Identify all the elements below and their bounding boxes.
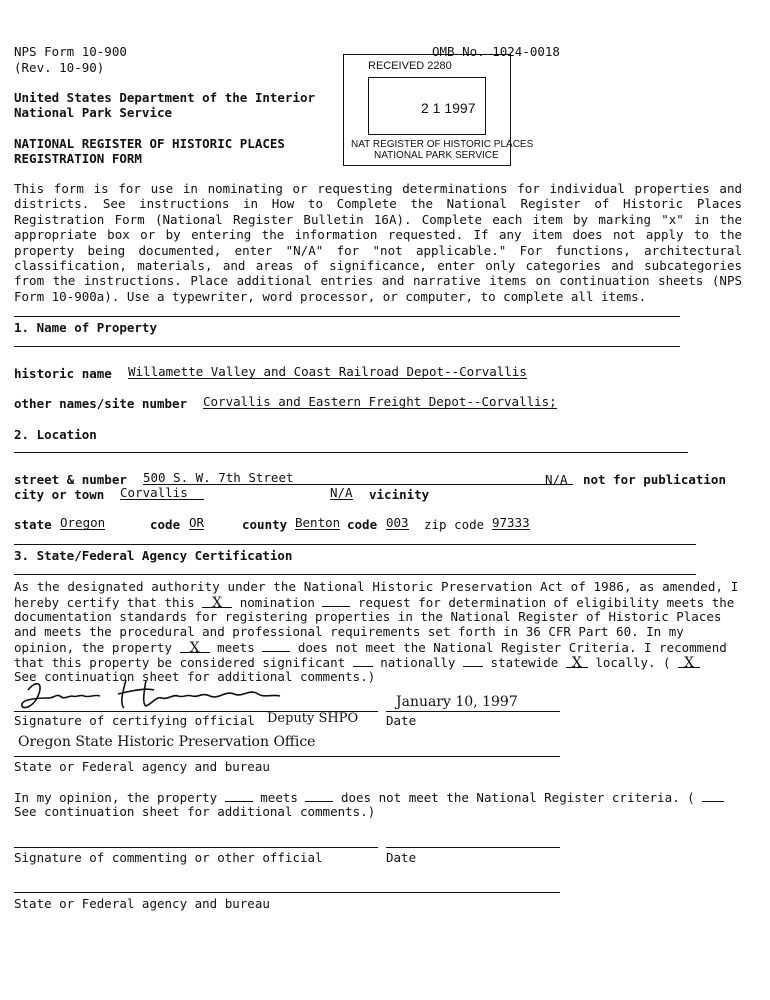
county-code-label: code [347,517,378,532]
state-code-value[interactable]: OR [189,515,205,530]
county-value[interactable]: Benton [295,515,341,530]
opinion-continuation-mark[interactable] [702,789,724,802]
section2-heading: 2. Location [14,427,97,442]
agency2-rule [14,892,560,893]
agency-rule [14,756,560,757]
cert-line-1: As the designated authority under the National Historic Preservation Act of 1986, as amended, I [14,579,739,594]
zip-code-label: zip code [424,517,485,532]
state-value[interactable]: Oregon [60,515,106,530]
request-mark[interactable] [322,594,350,607]
section1-top-rule [14,316,680,317]
cert-line-2-b: nomination [239,595,315,610]
statewide-mark[interactable] [463,654,483,667]
instructions-line: Registration Form (National Register Bulletin 16A). Complete each item by marking "x" in the [14,211,742,227]
continuation-mark[interactable] [678,655,700,671]
cert-line-4: and meets the procedural and professional requirements set forth in 36 CFR Part 60. In my [14,624,684,639]
cert-line-2-c: request for determination of eligibility meets the [358,595,735,610]
section3-bottom-rule [14,574,696,575]
section3-heading: 3. State/Federal Agency Certification [14,548,293,563]
instructions-line: classification, materials, and areas of significance, enter only categories and subcategories [14,257,742,273]
county-code-value[interactable]: 003 [386,515,409,530]
commenting-date-rule [386,847,560,848]
locally-mark-text: X [571,655,582,671]
instructions-line: This form is for use in nominating or requesting determinations for individual properties and [14,181,742,196]
stamp-line2: NATIONAL PARK SERVICE [374,150,499,161]
cert-line-5-c: does not meet the National Register Criteria. I recommend [297,640,727,655]
instructions-line: districts. See instructions in How to Complete the National Register of Historic Places [14,196,742,212]
not-for-publication-value[interactable]: N/A [545,472,568,487]
opinion-does-not-meet-mark[interactable] [305,789,333,802]
city-value[interactable] [120,486,204,500]
form-revision: (Rev. 10-90) [14,60,105,75]
street-number-label: street & number [14,472,127,487]
register-title: NATIONAL REGISTER OF HISTORIC PLACES [14,136,285,151]
cert-line-6-a: that this property be considered significant [14,655,346,670]
county-label: county [242,517,288,532]
commenting-date-label: Date [386,850,417,865]
does-not-meet-mark[interactable] [262,639,290,652]
instructions-line: property being documented, enter "N/A" for "not applicable." For functions, architectural [14,242,742,258]
nomination-mark[interactable] [202,595,232,611]
signature-date-label: Date [386,713,417,728]
vicinity-label: vicinity [369,487,430,502]
omb-number: OMB No. 1024-0018 [432,44,560,59]
meets-mark-text: X [189,640,200,656]
commenting-rule [14,847,378,848]
form-title: REGISTRATION FORM [14,151,142,166]
nationally-mark[interactable] [353,654,373,667]
opinion-c: does not meet the National Register criteria. ( [340,790,695,805]
instructions-paragraph [14,181,742,304]
opinion-a: In my opinion, the property [14,790,218,805]
cert-line-5 [14,639,727,655]
street-number-value[interactable] [143,471,573,485]
section3-top-rule [14,544,696,545]
agency-value[interactable]: Oregon State Historic Preservation Office [18,734,316,750]
received-stamp [343,54,534,166]
section1-bottom-rule [14,346,680,347]
vicinity-value[interactable]: N/A [330,485,353,500]
instructions-line: from the instructions. Place additional entries and narrative items on continuation sheets (NPS [14,273,742,289]
continuation-mark-text: X [684,655,695,671]
form-number: NPS Form 10-900 [14,44,127,59]
cert-line-7: See continuation sheet for additional comments.) [14,669,376,684]
stamp-received: RECEIVED 2280 [368,60,452,72]
nomination-mark-text: X [212,595,223,611]
cert-line-5-a: opinion, the property [14,640,173,655]
cert-line-6-b: nationally [380,655,456,670]
signature-title: Deputy SHPO [267,711,359,726]
instructions-line: appropriate box or by entering the information requested. If any item does not apply to the [14,227,742,243]
zip-code-value[interactable]: 97333 [492,515,530,530]
service-name: National Park Service [14,105,173,120]
cert-line-6-c: statewide [490,655,559,670]
agency2-label: State or Federal agency and bureau [14,896,270,911]
city-text: Corvallis [120,485,188,500]
not-for-publication-label: not for publication [583,472,726,487]
opinion-meets-mark[interactable] [225,789,253,802]
state-label: state [14,517,52,532]
city-label: city or town [14,487,105,502]
stamp-line1: NAT REGISTER OF HISTORIC PLACES [351,139,534,150]
signature-label: Signature of certifying official [14,713,255,728]
cert-line-5-b: meets [217,640,255,655]
signature-date[interactable]: January 10, 1997 [396,694,518,710]
section2-bottom-rule [14,452,688,453]
locally-mark[interactable] [566,655,588,671]
cert-line-3: documentation standards for registering properties in the National Register of Historic Places [14,609,722,624]
commenting-label: Signature of commenting or other official [14,850,323,865]
historic-name-value[interactable]: Willamette Valley and Coast Railroad Depot--Corvallis [128,364,527,379]
other-names-value[interactable]: Corvallis and Eastern Freight Depot--Corvallis; [203,394,557,409]
signature-date-rule [386,711,560,712]
meets-mark[interactable] [180,640,210,656]
opinion-b: meets [260,790,298,805]
cert-line-2-a: hereby certify that this [14,595,195,610]
other-names-label: other names/site number [14,396,188,411]
stamp-inner-box [368,77,486,135]
stamp-date: 2 1 1997 [421,100,476,116]
section1-heading: 1. Name of Property [14,320,157,335]
agency-label: State or Federal agency and bureau [14,759,270,774]
opinion-line-2: See continuation sheet for additional comments.) [14,804,376,819]
department-name: United States Department of the Interior [14,90,316,105]
historic-name-label: historic name [14,366,112,381]
street-number-text: 500 S. W. 7th Street [143,470,294,485]
cert-line-6-d: locally. ( [595,655,671,670]
opinion-line-1 [14,789,724,805]
instructions-line: Form 10-900a). Use a typewriter, word processor, or computer, to complete all items. [14,288,647,304]
cert-line-2 [14,594,734,610]
state-code-label: code [150,517,181,532]
